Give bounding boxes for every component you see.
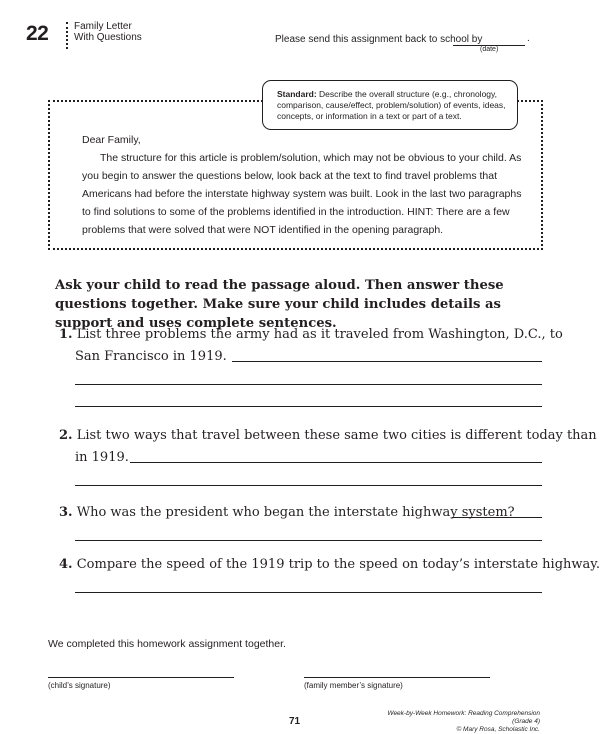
send-back-period: . (527, 33, 530, 44)
question-1-text: List three problems the army had as it traveled from Washington, D.C., to (76, 327, 563, 342)
lesson-title (74, 21, 142, 43)
answer-line[interactable] (75, 485, 542, 486)
lesson-number: 22 (26, 22, 49, 45)
question-2-number: 2. (59, 428, 73, 443)
credit-copyright: © Mary Rosa, Scholastic Inc. (456, 726, 540, 733)
lesson-title-line1: Family Letter (74, 21, 132, 32)
question-4-text: Compare the speed of the 1919 trip to the speed on today’s interstate highway. (76, 557, 600, 572)
question-3-number: 3. (59, 505, 73, 520)
page-number: 71 (289, 716, 301, 727)
letter-body: The structure for this article is problem/solution, which may not be obvious to your child. As you begin to answer the questions below, look back at the text to find travel problems that Americans had before the interstate highway system was built. Look in the last two paragraphs to find solutions to some of the problems identified in the introduction. HINT: There are a few problems that were solved that were NOT identified in the opening paragraph. (82, 152, 522, 236)
send-back-text: Please send this assignment back to school by (275, 34, 483, 45)
standard-box (262, 80, 518, 130)
answer-line[interactable] (75, 592, 542, 593)
letter-greeting: Dear Family, (82, 134, 141, 146)
header-divider (66, 22, 68, 49)
question-1-number: 1. (59, 327, 73, 342)
question-1-line2: San Francisco in 1919. (75, 349, 227, 364)
lesson-title-line2: With Questions (74, 32, 142, 43)
child-signature-line[interactable] (48, 677, 234, 678)
question-4 (59, 557, 600, 572)
standard-text: Describe the overall structure (e.g., chronology, comparison, cause/effect, problem/solution) of events, ideas, concepts, or information in a text or part of a text. (277, 89, 506, 121)
family-signature-line[interactable] (304, 677, 490, 678)
answer-line[interactable] (75, 384, 542, 385)
question-2 (59, 428, 597, 443)
question-4-number: 4. (59, 557, 73, 572)
date-label: (date) (480, 46, 499, 53)
answer-line[interactable] (75, 406, 542, 407)
answer-line[interactable] (75, 540, 542, 541)
answer-line[interactable] (452, 517, 542, 518)
family-letter (82, 131, 522, 239)
question-2-text: List two ways that travel between these same two cities is different today than (76, 428, 597, 443)
child-signature-label: (child’s signature) (48, 681, 111, 690)
question-3-text: Who was the president who began the interstate highway system? (76, 505, 515, 520)
credit-title: Week-by-Week Homework: Reading Comprehension (Grade 4) (387, 710, 540, 725)
family-signature-label: (family member’s signature) (304, 681, 403, 690)
standard-label: Standard: (277, 89, 317, 99)
question-3 (59, 505, 515, 520)
credit (380, 710, 540, 734)
question-2-line2: in 1919. (75, 450, 129, 465)
answer-line[interactable] (232, 361, 542, 362)
question-1 (59, 327, 563, 342)
answer-line[interactable] (130, 462, 542, 463)
instructions: Ask your child to read the passage aloud. Then answer these questions together. Make sure your child includes details as support and uses complete sentences. (55, 278, 504, 331)
completed-note: We completed this homework assignment together. (48, 638, 286, 650)
